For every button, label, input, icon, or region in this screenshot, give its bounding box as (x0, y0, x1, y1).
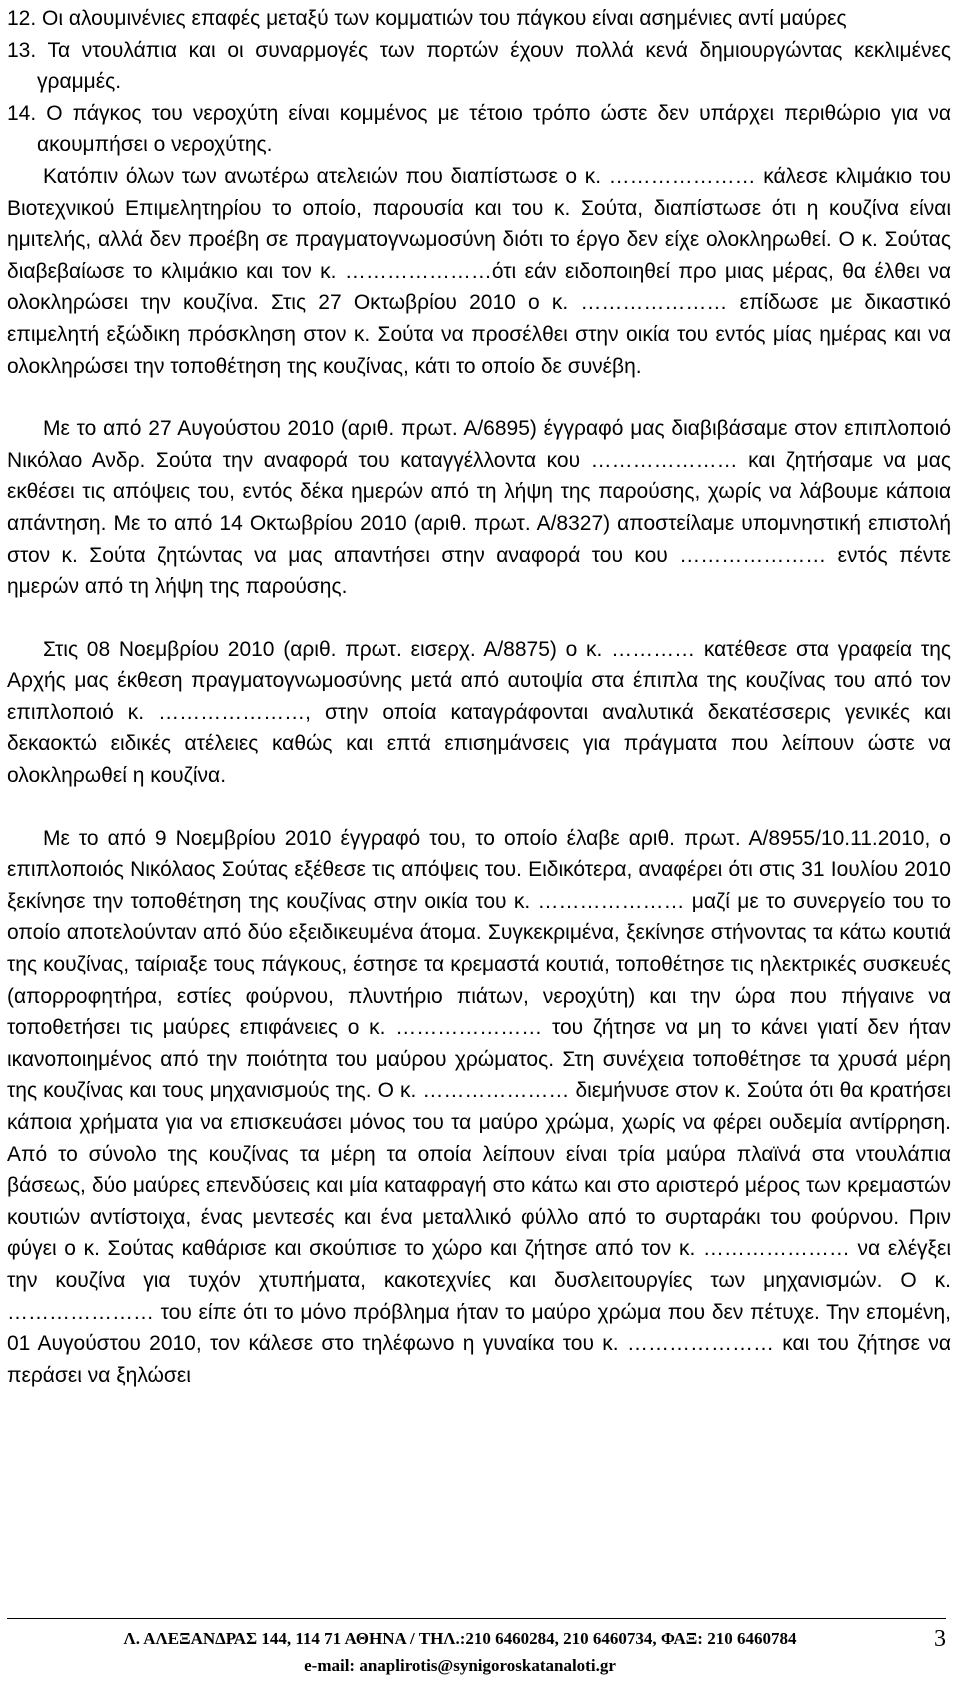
paragraph: Με το από 27 Αυγούστου 2010 (αριθ. πρωτ. Α/6895) έγγραφό μας διαβιβάσαμε στον επιπλοποιό Νικόλαο Ανδρ. Σούτα την αναφορά του καταγγέλλοντα κου ………………… και ζητήσαμε να μας εκθέσει τις απόψεις του, εντός δέκα ημερών από τη λήψη της παρούσης, χωρίς να λάβουμε κάποια απάντηση. Με το από 14 Οκτωβρίου 2010 (αριθ. πρωτ. Α/8327) αποστείλαμε υπομνηστική επιστολή στον κ. Σούτα ζητώντας να μας απαντήσει στην αναφορά του κου ………………… εντός πέντε ημερών από τη λήψη της παρούσης. (7, 417, 951, 599)
paragraph: Στις 08 Νοεμβρίου 2010 (αριθ. πρωτ. εισερχ. Α/8875) ο κ. ………… κατέθεσε στα γραφεία της Αρχής μας έκθεση πραγματογνωμοσύνης μετά από αυτοψία στα έπιπλα της κουζίνας του από τον επιπλοποιό κ. …………………, στην οποία καταγράφονται αναλυτικά δεκατέσσερις γενικές και δεκαοκτώ ειδικές ατέλειες καθώς και επτά επισημάνσεις για πράγματα που λείπουν ώστε να ολοκληρωθεί η κουζίνα. (7, 637, 951, 788)
list-item: 13. Τα ντουλάπια και οι συναρμογές των πορτών έχουν πολλά κενά δημιουργώντας κεκλιμένες γραμμές. (7, 38, 951, 94)
footer-divider (7, 1618, 946, 1619)
list-item: 12. Οι αλουμινένιες επαφές μεταξύ των κομματιών του πάγκου είναι ασημένιες αντί μαύρες (7, 7, 847, 30)
footer-email: e-mail: anaplirotis@synigoroskatanaloti.gr (304, 1656, 616, 1675)
paragraph: Με το από 9 Νοεμβρίου 2010 έγγραφό του, το οποίο έλαβε αριθ. πρωτ. Α/8955/10.11.2010, ο επιπλοποιός Νικόλαος Σούτας εξέθεσε τις απόψεις του. Ειδικότερα, αναφέρει ότι στις 31 Ιουλίου 2010 ξεκίνησε την τοποθέτηση της κουζίνας στην οικία του κ. ………………… μαζί με το συνεργείο του το οποίο αποτελούνταν από δύο εξειδικευμένα άτομα. Συγκεκριμένα, ξεκίνησε στήνοντας τα κάτω κουτιά της κουζίνας, ταίριαξε τους πάγκους, έστησε τα κρεμαστά κουτιά, τοποθέτησε τις ηλεκτρικές συσκευές (απορροφητήρα, εστίες φούρνου, πλυντήριο πιάτων, νεροχύτη) και την ώρα που πήγαινε να τοποθετήσει τις μαύρες επιφάνειες ο κ. ………………… του ζήτησε να μη το κάνει γιατί δεν ήταν ικανοποιημένος από την ποιότητα του μαύρου χρώματος. Στη συνέχεια τοποθέτησε τα χρυσά μέρη της κουζίνας και τους μηχανισμούς της. Ο κ. ………………… διεμήνυσε στον κ. Σούτα ότι θα κρατήσει κάποια χρήματα για να επισκευάσει μόνος του τα μαύρο χρώμα, χωρίς να φέρει ουδεμία αντίρρηση. Από το σύνολο της κουζίνας τα μέρη τα οποία λείπουν είναι τρία μαύρα πλαϊνά στα ντουλάπια βάσεως, δύο μαύρες επενδύσεις και μία καταφραγή στο κάτω και στο αριστερό μέρος των κρεμαστών κουτιών αντίστοιχα, ένας μεντεσές και ένα μεταλλικό φύλλο από το συρταράκι του φούρνου. Πριν φύγει ο κ. Σούτας καθάρισε και σκούπισε το χώρο και ζήτησε από τον κ. ………………… να ελέγξει την κουζίνα για τυχόν χτυπήματα, κακοτεχνίες και δυσλειτουργίες των μηχανισμών. Ο κ. ………………… του είπε ότι το μόνο πρόβλημα ήταν το μαύρο χρώμα που δεν πέτυχε. Την επομένη, 01 Αυγούστου 2010, τον κάλεσε στο τηλέφωνο η γυναίκα του κ. ………………… και του ζήτησε να περάσει να ξηλώσει (7, 826, 951, 1387)
paragraph: Κατόπιν όλων των ανωτέρω ατελειών που διαπίστωσε ο κ. ………………… κάλεσε κλιμάκιο του Βιοτεχνικού Επιμελητηρίου το οποίο, παρουσία και του κ. Σούτα, διαπίστωσε ότι η κουζίνα είναι ημιτελής, αλλά δεν προέβη σε πραγματογνωμοσύνη διότι το έργο δεν είχε ολοκληρωθεί. Ο κ. Σούτας διαβεβαίωσε το κλιμάκιο και τον κ. …………………ότι εάν ειδοποιηθεί προ μιας μέρας, θα έλθει να ολοκληρώσει την κουζίνα. Στις 27 Οκτωβρίου 2010 ο κ. ………………… επίδωσε με δικαστικό επιμελητή εξώδικη πρόσκληση στον κ. Σούτα να προσέλθει στην οικία του εντός μίας ημέρας και να ολοκληρώσει την τοποθέτηση της κουζίνας, κάτι το οποίο δε συνέβη. (7, 164, 951, 378)
document-body (7, 3, 951, 1391)
list-item: 14. Ο πάγκος του νεροχύτη είναι κομμένος με τέτοιο τρόπο ώστε δεν υπάρχει περιθώριο για να ακουμπήσει ο νεροχύτης. (7, 101, 951, 157)
page-number: 3 (934, 1626, 946, 1652)
footer-address: Λ. ΑΛΕΞΑΝΔΡΑΣ 144, 114 71 ΑΘΗΝΑ / ΤΗΛ.:210 6460284, 210 6460734, ΦΑΞ: 210 6460784 (123, 1629, 797, 1648)
